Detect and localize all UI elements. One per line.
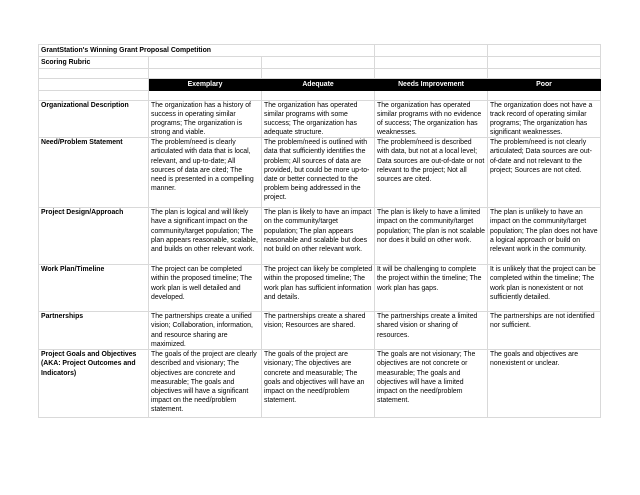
rubric-cell: It will be challenging to complete the project within the timeline; The work plan has gaps.: [375, 265, 488, 312]
rubric-cell: The plan is likely to have a limited impact on the community/target population; The plan is not scalable nor does it build on other work.: [375, 208, 488, 265]
rubric-cell: The organization has operated similar programs with no evidence of success; The organization has weaknesses.: [375, 101, 488, 138]
sheet-title: GrantStation's Winning Grant Proposal Competition: [39, 45, 262, 57]
criterion-label: Project Design/Approach: [39, 208, 149, 265]
rubric-cell: The plan is logical and will likely have a significant impact on the community/target population; The plan appears reasonable, scalable, and builds on other relevant work.: [149, 208, 262, 265]
rubric-cell: The plan is likely to have an impact on the community/target population; The plan appears reasonable and scalable but does not build on other relevant work.: [262, 208, 375, 265]
rubric-row: [39, 138, 601, 208]
criterion-label: Project Goals and Objectives (AKA: Project Outcomes and Indicators): [39, 350, 149, 418]
subtitle-row: [39, 57, 601, 69]
rubric-sheet: [38, 44, 600, 418]
rubric-row: [39, 101, 601, 138]
rubric-cell: The problem/need is outlined with data that sufficiently identifies the problem; All sources of data are provided, but could be more up-to-date or better connected to the problem being addressed in the project.: [262, 138, 375, 208]
rubric-cell: The goals of the project are visionary; The objectives are concrete and measurable; The goals and objectives will have an impact on the need/problem statement.: [262, 350, 375, 418]
rubric-cell: The partnerships create a shared vision; Resources are shared.: [262, 312, 375, 350]
rubric-cell: The organization has operated similar programs with some success; The organization has adequate structure.: [262, 101, 375, 138]
rubric-cell: The goals of the project are clearly described and visionary; The objectives are concrete and measurable; The goals and objectives will have a significant impact on the need/problem statement.: [149, 350, 262, 418]
column-header-adequate: Adequate: [262, 79, 375, 91]
criterion-label: Partnerships: [39, 312, 149, 350]
criterion-label: Need/Problem Statement: [39, 138, 149, 208]
column-header-poor: Poor: [488, 79, 601, 91]
rubric-cell: The problem/need is clearly articulated with data that is local, relevant, and up-to-date; All sources of data are cited; The need is presented in a compelling manner.: [149, 138, 262, 208]
rubric-cell: The organization does not have a track record of operating similar programs; The organization has significant weaknesses.: [488, 101, 601, 138]
rubric-cell: It is unlikely that the project can be completed within the timeline; The work plan is nonexistent or not sufficiently detailed.: [488, 265, 601, 312]
rubric-cell: The project can likely be completed within the proposed timeline; The work plan has sufficient information and details.: [262, 265, 375, 312]
column-header-needs-improvement: Needs Improvement: [375, 79, 488, 91]
rubric-cell: The goals and objectives are nonexistent or unclear.: [488, 350, 601, 418]
rubric-cell: The goals are not visionary; The objectives are not concrete or measurable; The goals and objectives will have a limited impact on the need/problem statement.: [375, 350, 488, 418]
rubric-cell: The project can be completed within the proposed timeline; The work plan is well detailed and developed.: [149, 265, 262, 312]
rubric-row: [39, 265, 601, 312]
rubric-row: [39, 312, 601, 350]
rubric-table: [38, 44, 601, 418]
rubric-cell: The organization has a history of success in operating similar programs; The organization is strong and viable.: [149, 101, 262, 138]
rubric-cell: The partnerships are not identified nor sufficient.: [488, 312, 601, 350]
header-row: [39, 79, 601, 91]
criterion-label: Organizational Description: [39, 101, 149, 138]
title-row: [39, 45, 601, 57]
rubric-cell: The plan is unlikely to have an impact on the community/target population; The plan does not have a logical approach or build on relevant work in the community.: [488, 208, 601, 265]
column-header-exemplary: Exemplary: [149, 79, 262, 91]
rubric-cell: The problem/need is not clearly articulated; Data sources are out-of-date and not relevant to the project; Sources are not cited.: [488, 138, 601, 208]
rubric-row: [39, 350, 601, 418]
rubric-cell: The partnerships create a unified vision; Collaboration, information, and resource sharing are maximized.: [149, 312, 262, 350]
criterion-label: Work Plan/Timeline: [39, 265, 149, 312]
sheet-subtitle: Scoring Rubric: [39, 57, 149, 69]
rubric-row: [39, 208, 601, 265]
rubric-cell: The problem/need is described with data, but not at a local level; Data sources are out-of-date or not relevant to the project; Not all sources are cited.: [375, 138, 488, 208]
rubric-cell: The partnerships create a limited shared vision or sharing of resources.: [375, 312, 488, 350]
